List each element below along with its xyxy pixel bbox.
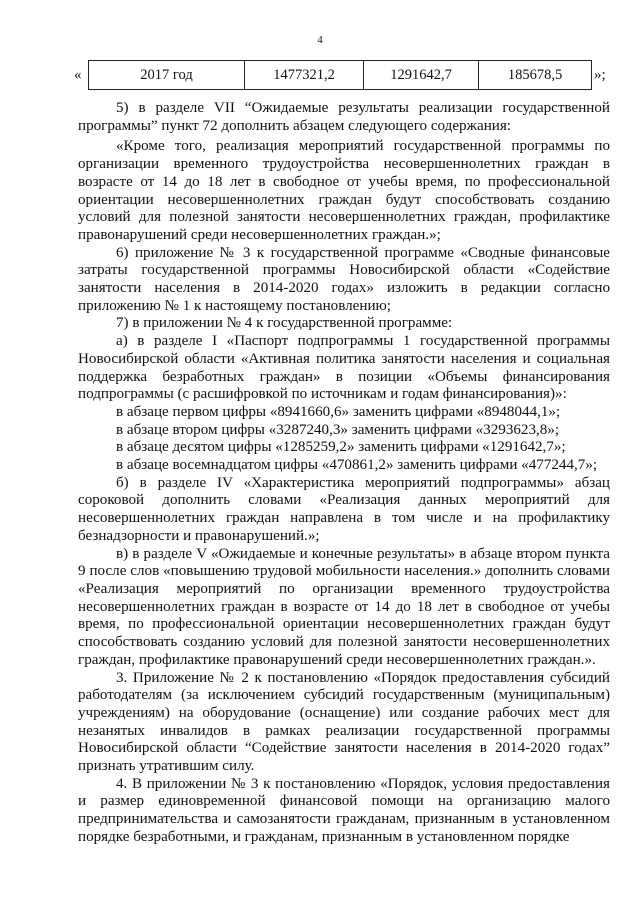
document-body [78,100,610,847]
paragraph: в абзаце втором цифры «3287240,3» заменить цифрами «3293623,8»; [116,421,560,438]
paragraph: 5) в разделе VII “Ожидаемые результаты реализации государственной программы” пункт 72 дополнить абзацем следующего содержания: [78,100,610,134]
paragraph: «Кроме того, реализация мероприятий государственной программы по организации временного трудоустройства несовершеннолетних граждан в возрасте от 14 до 18 лет в свободное от учебы время, по профессиональной ориентации несовершеннолетних граждан будут способствовать созданию условий для полезной занятости несовершеннолетних граждан, профилактике правонарушений среди несовершеннолетних граждан.»; [78,138,610,243]
financing-table [88,60,592,90]
financing-table-line [74,60,614,90]
table-cell-year: 2017 год [89,61,245,90]
table-cell-regional: 1291642,7 [364,61,479,90]
table-open-quote: « [74,67,82,83]
paragraph: 7) в приложении № 4 к государственной программе: [116,315,453,332]
table-row [89,61,592,90]
paragraph: 6) приложение № 3 к государственной программе «Сводные финансовые затраты государственной программы Новосибирской области «Содействие занятости населения в 2014-2020 годах» изложить в редакции согласно приложению № 1 к настоящему постановлению; [78,244,610,314]
paragraph: в абзаце восемнадцатом цифры «470861,2» заменить цифрами «477244,7»; [116,457,598,474]
paragraph: 3. Приложение № 2 к постановлению «Порядок предоставления субсидий работодателям (за исключением субсидий государственным (муниципальным) учреждениям) на оборудование (оснащение) или создание рабочих мест для незанятых инвалидов в рамках реализации государственной программы Новосибирской области “Содействие занятости населения в 2014-2020 годах” признать утратившим силу. [78,669,610,775]
paragraph: б) в разделе IV «Характеристика мероприятий подпрограммы» абзац сороковой дополнить словами «Реализация данных мероприятий для несовершеннолетних граждан направлена в том числе и на профилактику безнадзорности и правонарушений.»; [78,474,610,544]
paragraph: 4. В приложении № 3 к постановлению «Порядок, условия предоставления и размер единовременной финансовой помощи на организацию малого предпринимательства и самозанятости гражданам, признанным в установленном порядке безработными, и гражданам, признанным в установленном порядке [78,775,610,845]
page-number: 4 [317,34,323,46]
paragraph: в абзаце первом цифры «8941660,6» заменить цифрами «8948044,1»; [116,403,561,420]
table-close-quote: »; [594,67,606,83]
paragraph: в) в разделе V «Ожидаемые и конечные результаты» в абзаце втором пункта 9 после слов «повышению трудовой мобильности населения.» дополнить словами «Реализация мероприятий по организации временного трудоустройства несовершеннолетних граждан в возрасте от 14 до 18 лет в свободное от учебы время, по профессиональной ориентации несовершеннолетних граждан будут способствовать созданию условий для полезной занятости несовершеннолетних граждан, профилактике правонарушений среди несовершеннолетних граждан.». [78,545,610,668]
table-cell-total: 1477321,2 [245,61,364,90]
paragraph: а) в разделе I «Паспорт подпрограммы 1 государственной программы Новосибирской области «Активная политика занятости населения и социальная поддержка безработных граждан» в позиции «Объемы финансирования подпрограммы (с расшифровкой по источникам и годам финансирования)»: [78,333,610,403]
table-cell-federal: 185678,5 [479,61,592,90]
paragraph: в абзаце десятом цифры «1285259,2» заменить цифрами «1291642,7»; [116,439,566,456]
